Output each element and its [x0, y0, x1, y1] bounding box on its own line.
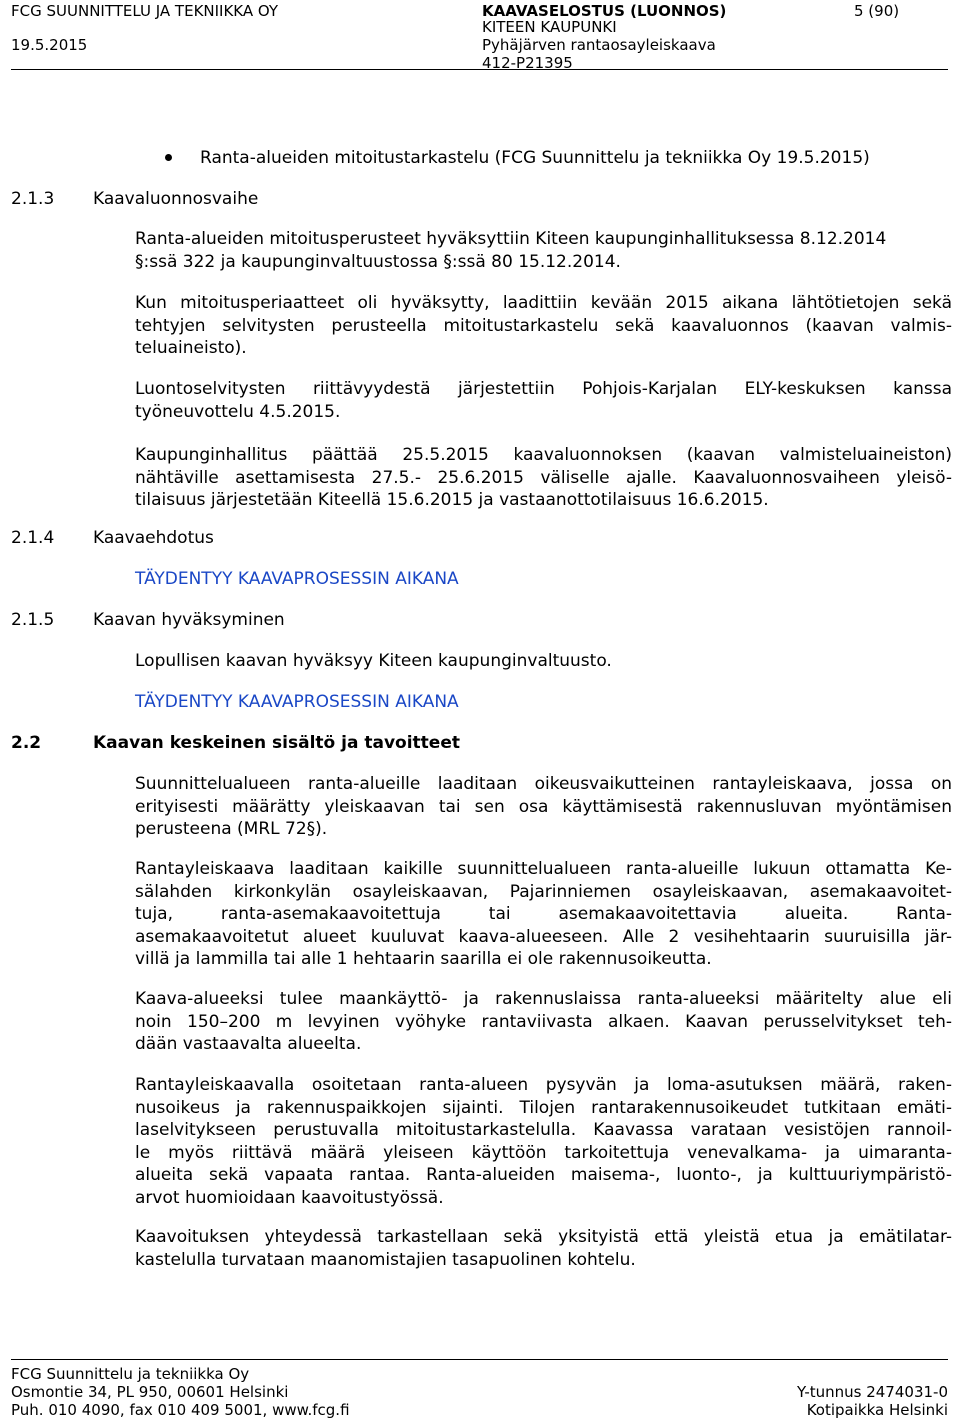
paragraph: Rantayleiskaavalla osoitetaan ranta-alueen pysyvän ja loma-asutuksen määrä, raken- nusoikeus ja rakennuspaikkojen sijainti. Tilojen rantarakennusoikeudet tutkitaan emäti- laselvitykseen perustuvalla mitoitustarkastelulla. Kaavassa varataan vesistöjen rannoil- le myös riittävä määrä yleiseen käyttöön tarkoitettuja venevalkama- ja uimaranta- alueita sekä vapaata rantaa. Ranta-alueiden maisema-, luonto-, ja kulttuuriympäristö- arvot huomioidaan kaavoitustyössä.: [135, 1075, 952, 1208]
footer-domicile: Kotipaikka Helsinki: [806, 1401, 948, 1419]
section-number-2-1-3: 2.1.3: [11, 189, 55, 209]
section-heading-2-1-5: Kaavan hyväksyminen: [93, 610, 285, 630]
bullet-icon: [165, 154, 172, 161]
paragraph: Suunnittelualueen ranta-alueille laaditaan oikeusvaikutteinen rantayleiskaava, jossa on erityisesti määrätty yleiskaavan tai sen osa käyttämisestä rakennusluvan myöntämisen perusteena (MRL 72§).: [135, 774, 952, 839]
pending-note: TÄYDENTYY KAAVAPROSESSIN AIKANA: [135, 692, 459, 712]
header-page-number: 5 (90): [854, 2, 900, 20]
header-document-title: KAAVASELOSTUS (LUONNOS): [482, 2, 727, 20]
paragraph: Luontoselvitysten riittävyydestä järjestettiin Pohjois-Karjalan ELY-keskuksen kanssa työneuvottelu 4.5.2015.: [135, 379, 952, 422]
section-number-2-2: 2.2: [11, 733, 42, 753]
section-number-2-1-5: 2.1.5: [11, 610, 55, 630]
footer-company: FCG Suunnittelu ja tekniikka Oy: [11, 1365, 250, 1383]
section-heading-2-1-4: Kaavaehdotus: [93, 528, 214, 548]
paragraph: Kaupunginhallitus päättää 25.5.2015 kaavaluonnoksen (kaavan valmisteluaineiston) nähtäville asettamisesta 27.5.- 25.6.2015 väliselle ajalle. Kaavaluonnosvaiheen yleisö- tilaisuus järjestetään Kiteellä 15.6.2015 ja vastaanottotilaisuus 16.6.2015.: [135, 445, 952, 510]
header-client: KITEEN KAUPUNKI: [482, 18, 617, 36]
paragraph: Kaavoituksen yhteydessä tarkastellaan sekä yksityistä että yleistä etua ja emätilatar- kastelulla turvataan maanomistajien tasapuolinen kohtelu.: [135, 1227, 952, 1270]
footer-address: Osmontie 34, PL 950, 00601 Helsinki: [11, 1383, 289, 1401]
header-plan-name: Pyhäjärven rantaosayleiskaava: [482, 36, 716, 54]
footer-divider: [11, 1359, 948, 1360]
paragraph: Lopullisen kaavan hyväksyy Kiteen kaupunginvaltuusto.: [135, 651, 612, 671]
paragraph: Kaava-alueeksi tulee maankäyttö- ja rakennuslaissa ranta-alueeksi määritelty alue eli noin 150–200 m levyinen vyöhyke rantaviivasta alkaen. Kaavan perusselvitykset teh- dään vastaavalta alueelta.: [135, 989, 952, 1054]
header-project-code: 412-P21395: [482, 54, 573, 72]
footer-contact: Puh. 010 4090, fax 010 409 5001, www.fcg.fi: [11, 1401, 350, 1419]
paragraph: Kun mitoitusperiaatteet oli hyväksytty, laadittiin kevään 2015 aikana lähtötietojen sekä tehtyjen selvitysten perusteella mitoitustarkastelu sekä kaavaluonnos (kaavan valmis- teluaineisto).: [135, 293, 952, 358]
section-heading-2-1-3: Kaavaluonnosvaihe: [93, 189, 259, 209]
paragraph: Rantayleiskaava laaditaan kaikille suunnittelualueen ranta-alueille lukuun ottamatta Ke- sälahden kirkonkylän osayleiskaavan, Pajarinniemen osayleiskaavan, asemakaavoitet- tuja, ranta-asemakaavoitettuja tai asemakaavoitettavia alueita. Ranta- asemakaavoitetut alueet kuuluvat kaava-alueeseen. Alle 2 vesihehtaarin suuruisilla jär- villä ja lammilla tai alle 1 hehtaarin saarilla ei ole rakennusoikeutta.: [135, 859, 952, 969]
pending-note: TÄYDENTYY KAAVAPROSESSIN AIKANA: [135, 569, 459, 589]
footer-business-id: Y-tunnus 2474031-0: [796, 1383, 948, 1401]
paragraph: Ranta-alueiden mitoitusperusteet hyväksyttiin Kiteen kaupunginhallituksessa 8.12.2014 §:ssä 322 ja kaupunginvaltuustossa §:ssä 80 15.12.2014.: [135, 229, 887, 272]
header-divider: [11, 69, 948, 70]
section-heading-2-2: Kaavan keskeinen sisältö ja tavoitteet: [93, 733, 460, 753]
header-company: FCG SUUNNITTELU JA TEKNIIKKA OY: [11, 2, 279, 20]
section-number-2-1-4: 2.1.4: [11, 528, 55, 548]
bullet-text: Ranta-alueiden mitoitustarkastelu (FCG Suunnittelu ja tekniikka Oy 19.5.2015): [200, 148, 870, 168]
header-date: 19.5.2015: [11, 36, 88, 54]
header-project-info: [482, 18, 716, 72]
